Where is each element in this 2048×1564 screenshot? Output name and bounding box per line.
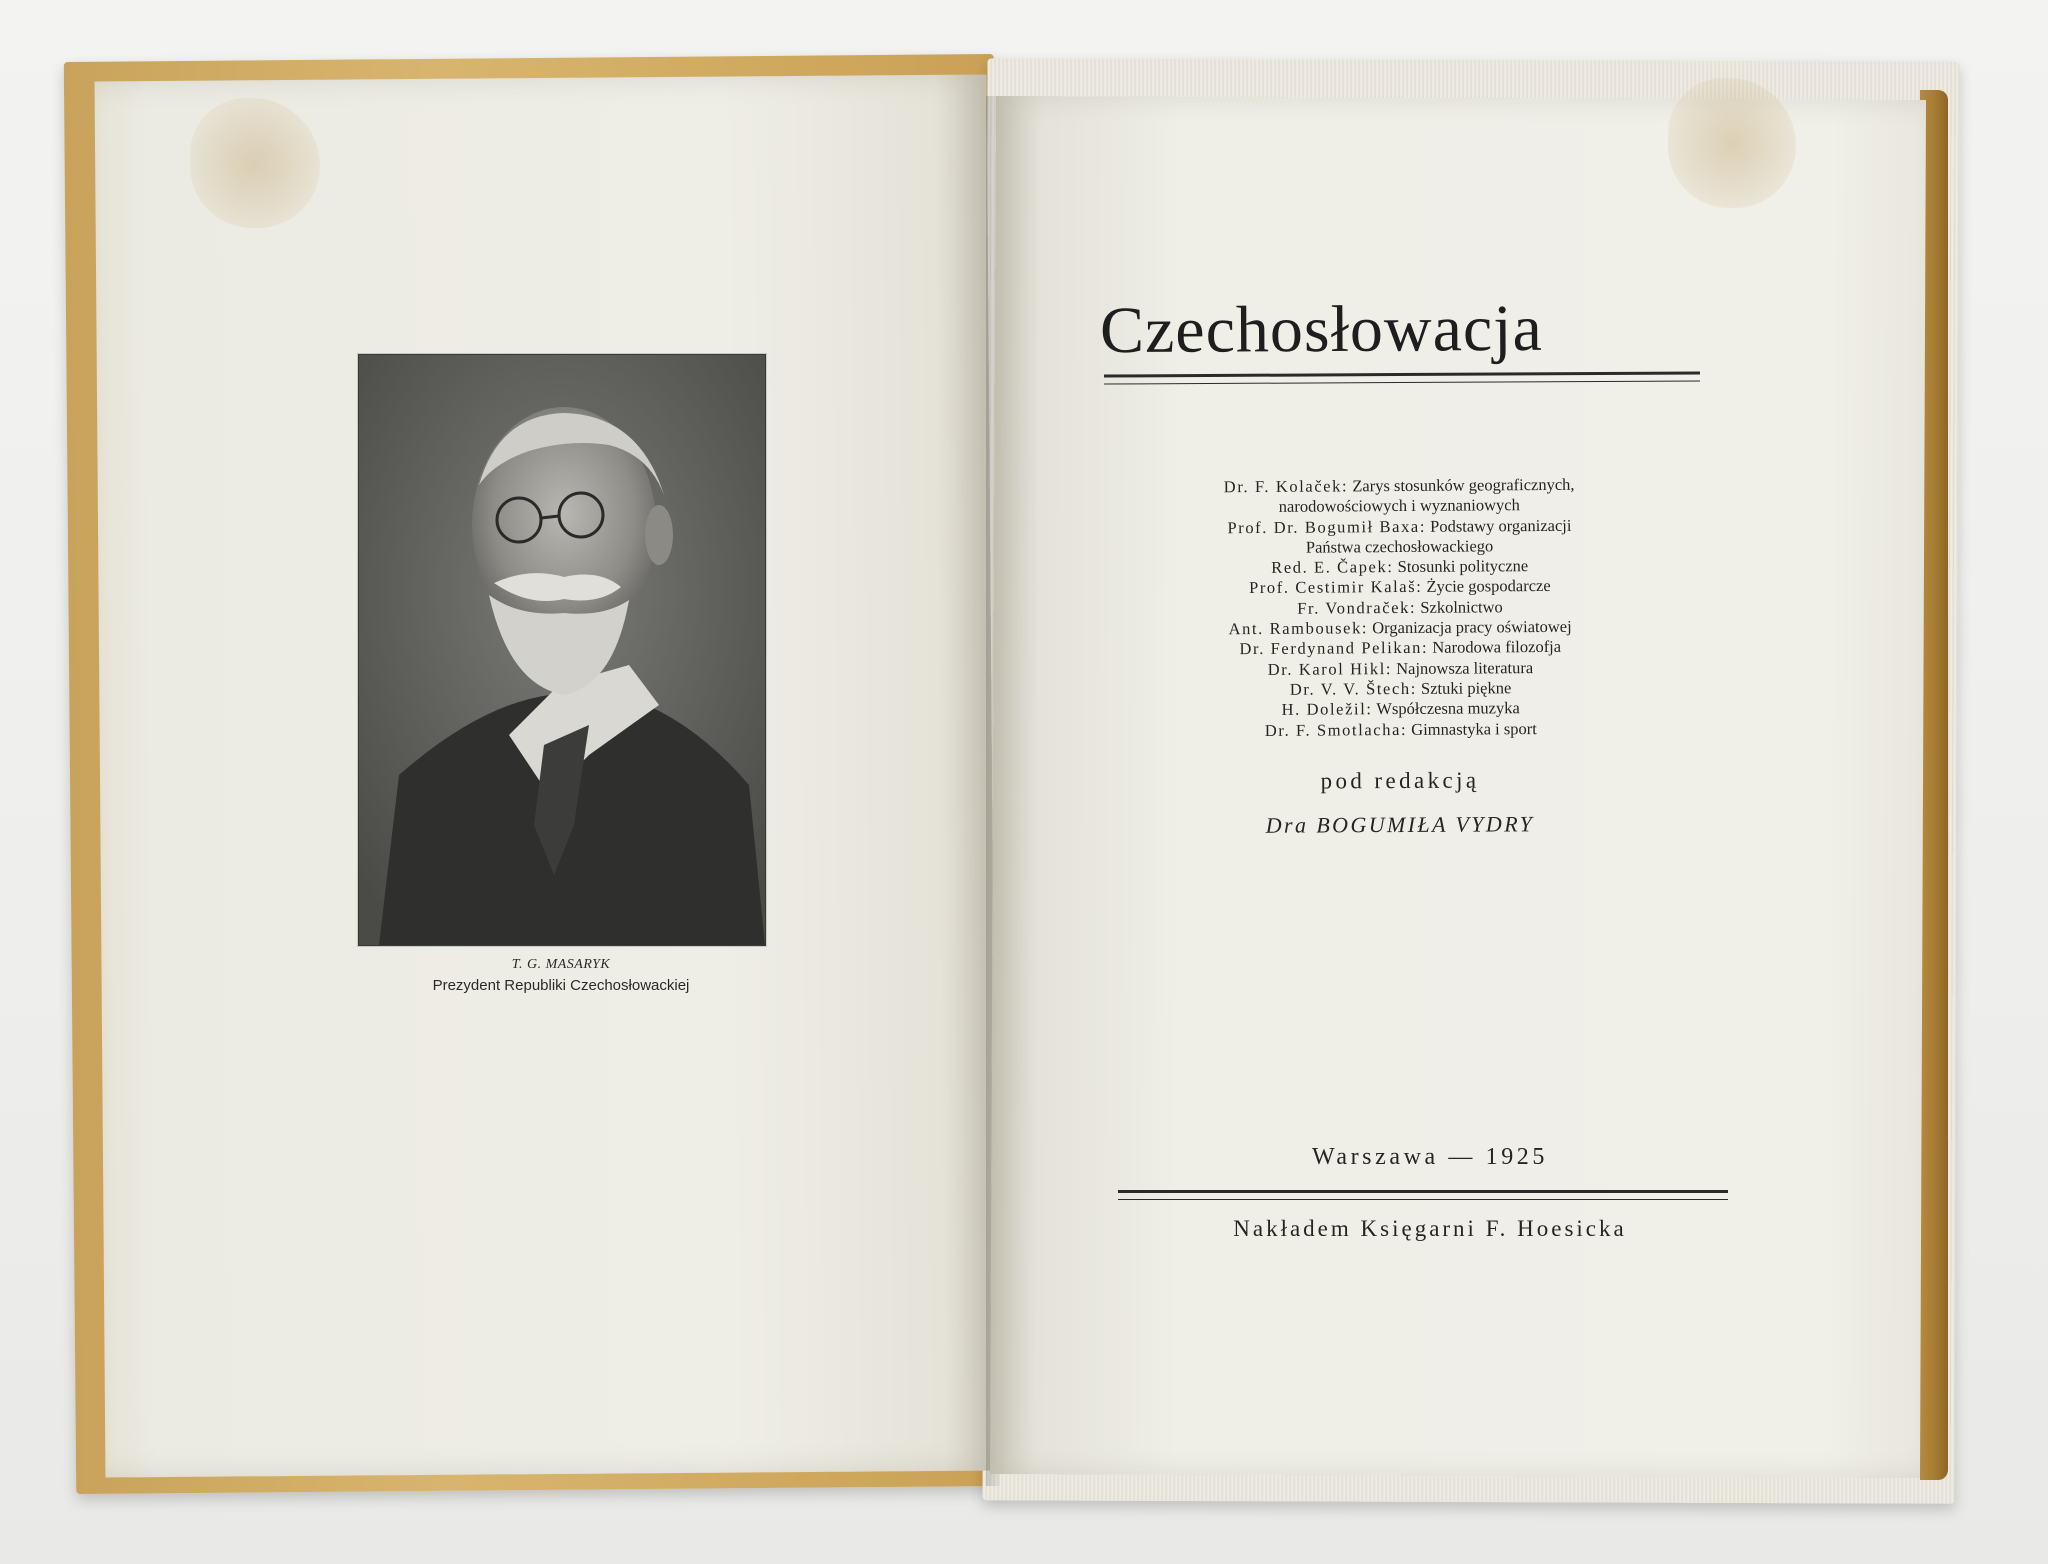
- contributor-topic: Najnowsza literatura: [1396, 657, 1534, 678]
- contributor-topic: Gimnastyka i sport: [1411, 718, 1537, 739]
- contributor-topic: Narodowa filozofja: [1432, 637, 1562, 658]
- contributor-topic: Sztuki piękne: [1420, 678, 1512, 698]
- contributor-topic: Szkolnictwo: [1420, 597, 1503, 617]
- portrait-photo: [358, 354, 766, 946]
- imprint-double-rule: [1118, 1190, 1728, 1200]
- book-title: Czechosłowacja: [1099, 291, 1543, 368]
- contributor-topic: Organizacja pracy oświatowej: [1372, 616, 1572, 638]
- contributor-name: Fr. Vondraček:: [1297, 597, 1417, 618]
- contributor-topic: Stosunki polityczne: [1397, 556, 1529, 577]
- contributor-name: Dr. Karol Hikl:: [1267, 658, 1393, 679]
- portrait-illustration: [359, 355, 765, 945]
- portrait-caption-subtitle: Prezydent Republiki Czechosłowackiej: [432, 977, 690, 994]
- portrait-caption-name: T. G. MASARYK: [511, 957, 611, 972]
- edited-by-label: pod redakcją: [1320, 767, 1480, 794]
- contributor-name: Prof. Dr. Bogumił Baxa:: [1227, 516, 1427, 537]
- contributor-name: Dr. F. Kolaček:: [1223, 476, 1349, 497]
- contributors-list: [1119, 474, 1681, 742]
- foxing-stain: [190, 98, 320, 228]
- contributor-line: [1121, 718, 1681, 742]
- place-and-year: Warszawa — 1925: [1311, 1144, 1548, 1170]
- editor-name: Dra BOGUMIŁA VYDRY: [1265, 811, 1535, 838]
- contributor-name: Dr. F. Smotlacha:: [1264, 719, 1408, 740]
- publisher-imprint: Nakładem Księgarni F. Hoesicka: [1233, 1216, 1627, 1241]
- contributor-name: Red. E. Čapek:: [1271, 557, 1394, 578]
- contributor-topic: Życie gospodarcze: [1426, 576, 1551, 597]
- contributor-topic: Zarys stosunków geograficznych,: [1352, 474, 1575, 496]
- contributor-topic: narodowościowych i wyznaniowych: [1278, 495, 1520, 517]
- contributor-name: Dr. Ferdynand Pelikan:: [1239, 638, 1429, 659]
- contributor-name: Ant. Rambousek:: [1228, 618, 1369, 639]
- foxing-stain: [1668, 78, 1796, 208]
- contributor-topic: Podstawy organizacji: [1430, 515, 1572, 536]
- contributor-name: H. Doležil:: [1281, 699, 1373, 720]
- contributor-name: Dr. V. V. Štech:: [1289, 678, 1417, 699]
- contributor-name: Prof. Cestimir Kalaš:: [1248, 577, 1423, 598]
- contributor-topic: Państwa czechosłowackiego: [1305, 536, 1494, 557]
- contributor-topic: Współczesna muzyka: [1376, 698, 1520, 719]
